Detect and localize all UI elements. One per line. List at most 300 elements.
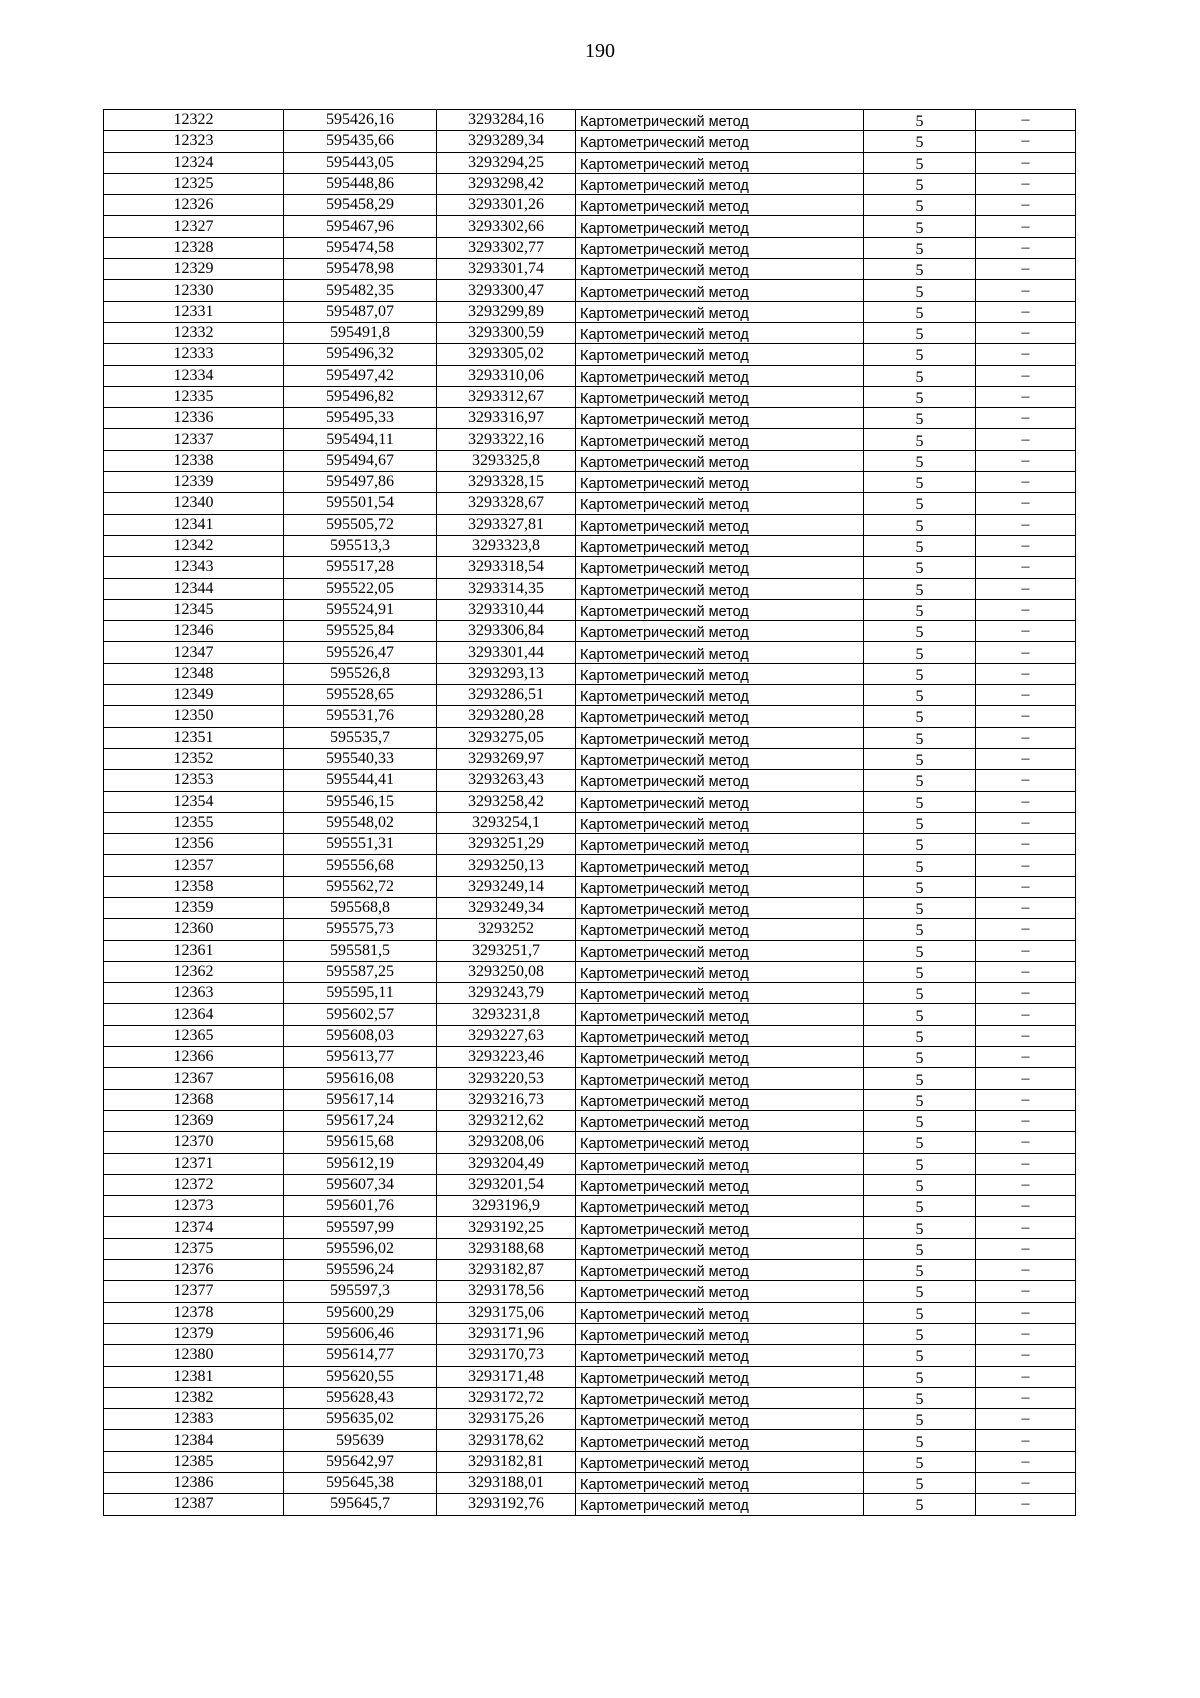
accuracy-text: 5 [915,262,924,280]
x-coordinate-text: 595443,05 [326,153,394,171]
method-text: Картометрический метод [580,1115,749,1132]
y-coordinate-text: 3293269,97 [468,750,544,768]
x-coordinate-cell [284,578,437,599]
method-text: Картометрический метод [580,1136,749,1153]
x-coordinate-text: 595528,65 [326,686,394,704]
accuracy-cell [864,514,976,535]
accuracy-text: 5 [915,1369,924,1387]
y-coordinate-cell [437,1451,576,1472]
method-cell [576,599,864,620]
accuracy-text: 5 [915,965,924,983]
point-number-cell [104,748,284,769]
x-coordinate-text: 595562,72 [326,877,394,895]
x-coordinate-cell [284,472,437,493]
x-coordinate-text: 595544,41 [326,771,394,789]
x-coordinate-cell [284,1196,437,1217]
method-cell [576,429,864,450]
method-cell [576,983,864,1004]
y-coordinate-cell [437,961,576,982]
note-cell [976,1387,1076,1408]
point-number-cell [104,429,284,450]
point-number-cell [104,1430,284,1451]
y-coordinate-cell [437,365,576,386]
method-text: Картометрический метод [580,710,749,727]
y-coordinate-cell [437,1025,576,1046]
method-cell [576,876,864,897]
table-row [104,408,1076,429]
method-text: Картометрический метод [580,731,749,748]
accuracy-cell [864,791,976,812]
accuracy-cell [864,1260,976,1281]
x-coordinate-text: 595607,34 [326,1175,394,1193]
accuracy-text: 5 [915,240,924,258]
y-coordinate-cell [437,748,576,769]
method-text: Картометрический метод [580,880,749,897]
method-cell [576,237,864,258]
x-coordinate-text: 595617,14 [326,1090,394,1108]
accuracy-cell [864,663,976,684]
point-number-text: 12386 [173,1474,214,1492]
note-cell [976,1238,1076,1259]
method-cell [576,493,864,514]
method-cell [576,1174,864,1195]
x-coordinate-cell [284,535,437,556]
point-number-cell [104,940,284,961]
page-number: 190 [585,40,615,62]
note-cell [976,1409,1076,1430]
note-text: – [1021,792,1030,810]
point-number-text: 12352 [173,750,214,768]
point-number-text: 12344 [173,579,214,597]
table-row [104,748,1076,769]
y-coordinate-cell [437,1238,576,1259]
accuracy-text: 5 [915,879,924,897]
point-number-cell [104,1068,284,1089]
point-number-cell [104,514,284,535]
x-coordinate-cell [284,450,437,471]
note-text: – [1021,1388,1030,1406]
table-row [104,940,1076,961]
method-cell [576,1409,864,1430]
y-coordinate-text: 3293254,1 [472,813,540,831]
method-cell [576,1153,864,1174]
note-text: – [1021,153,1030,171]
method-text: Картометрический метод [580,1264,749,1281]
point-number-cell [104,1174,284,1195]
point-number-text: 12376 [173,1261,214,1279]
table-row [104,301,1076,322]
method-text: Картометрический метод [580,795,749,812]
note-cell [976,1132,1076,1153]
y-coordinate-text: 3293212,62 [468,1112,544,1130]
accuracy-cell [864,1366,976,1387]
method-text: Картометрический метод [580,135,749,152]
x-coordinate-cell [284,301,437,322]
table-row [104,834,1076,855]
point-number-text: 12343 [173,558,214,576]
note-cell [976,834,1076,855]
accuracy-cell [864,1004,976,1025]
accuracy-cell [864,1473,976,1494]
note-text: – [1021,1069,1030,1087]
x-coordinate-cell [284,855,437,876]
point-number-cell [104,1110,284,1131]
table-row [104,1110,1076,1131]
note-cell [976,791,1076,812]
method-cell [576,1110,864,1131]
y-coordinate-text: 3293223,46 [468,1048,544,1066]
y-coordinate-cell [437,983,576,1004]
accuracy-text: 5 [915,581,924,599]
x-coordinate-cell [284,940,437,961]
method-text: Картометрический метод [580,838,749,855]
accuracy-text: 5 [915,368,924,386]
note-text: – [1021,388,1030,405]
note-cell [976,1153,1076,1174]
accuracy-cell [864,1430,976,1451]
method-cell [576,514,864,535]
method-text: Картометрический метод [580,348,749,365]
y-coordinate-cell [437,685,576,706]
note-text: – [1021,451,1030,469]
accuracy-text: 5 [915,1327,924,1345]
y-coordinate-cell [437,535,576,556]
accuracy-cell [864,535,976,556]
method-cell [576,727,864,748]
x-coordinate-cell [284,1068,437,1089]
x-coordinate-cell [284,983,437,1004]
point-number-cell [104,578,284,599]
method-text: Картометрический метод [580,1051,749,1068]
method-text: Картометрический метод [580,1029,749,1046]
method-text: Картометрический метод [580,753,749,770]
accuracy-text: 5 [915,1412,924,1430]
point-number-text: 12365 [173,1026,214,1044]
accuracy-cell [864,1217,976,1238]
method-cell [576,1089,864,1110]
x-coordinate-cell [284,365,437,386]
note-cell [976,1323,1076,1344]
y-coordinate-cell [437,1153,576,1174]
note-text: – [1021,1154,1030,1172]
method-cell [576,940,864,961]
note-cell [976,727,1076,748]
x-coordinate-cell [284,1047,437,1068]
accuracy-cell [864,195,976,216]
method-cell [576,770,864,791]
method-text: Картометрический метод [580,1391,749,1408]
note-text: – [1021,1048,1030,1066]
point-number-cell [104,855,284,876]
y-coordinate-cell [437,1494,576,1515]
accuracy-cell [864,493,976,514]
accuracy-text: 5 [915,198,924,216]
y-coordinate-text: 3293316,97 [468,409,544,427]
note-text: – [1021,537,1030,555]
y-coordinate-cell [437,1089,576,1110]
x-coordinate-cell [284,1345,437,1366]
accuracy-text: 5 [915,773,924,791]
method-cell [576,450,864,471]
accuracy-text: 5 [915,1092,924,1110]
accuracy-cell [864,1302,976,1323]
accuracy-cell [864,919,976,940]
method-cell [576,280,864,301]
accuracy-text: 5 [915,1028,924,1046]
y-coordinate-text: 3293251,29 [468,835,544,853]
x-coordinate-text: 595600,29 [326,1303,394,1321]
y-coordinate-cell [437,642,576,663]
point-number-text: 12350 [173,707,214,725]
note-cell [976,1302,1076,1323]
note-cell [976,961,1076,982]
x-coordinate-cell [284,1260,437,1281]
point-number-text: 12363 [173,984,214,1002]
table-row [104,1047,1076,1068]
note-cell [976,259,1076,280]
method-text: Картометрический метод [580,327,749,344]
note-cell [976,1260,1076,1281]
point-number-text: 12341 [173,515,214,533]
x-coordinate-text: 595505,72 [326,515,394,533]
accuracy-text: 5 [915,709,924,727]
x-coordinate-cell [284,642,437,663]
x-coordinate-cell [284,1174,437,1195]
y-coordinate-text: 3293249,14 [468,877,544,895]
table-row [104,557,1076,578]
point-number-cell [104,472,284,493]
accuracy-text: 5 [915,1177,924,1195]
x-coordinate-cell [284,514,437,535]
coordinates-table [103,109,1076,1516]
point-number-cell [104,1132,284,1153]
table-row [104,514,1076,535]
y-coordinate-cell [437,1302,576,1323]
y-coordinate-text: 3293182,87 [468,1261,544,1279]
y-coordinate-cell [437,557,576,578]
x-coordinate-text: 595517,28 [326,558,394,576]
x-coordinate-cell [284,259,437,280]
accuracy-cell [864,1132,976,1153]
x-coordinate-text: 595568,8 [330,899,390,917]
accuracy-text: 5 [915,666,924,684]
note-cell [976,344,1076,365]
accuracy-cell [864,386,976,407]
x-coordinate-text: 595639 [336,1431,384,1449]
table-row [104,1302,1076,1323]
method-text: Картометрический метод [580,1157,749,1174]
method-cell [576,195,864,216]
y-coordinate-cell [437,1132,576,1153]
point-number-cell [104,493,284,514]
note-text: – [1021,1026,1030,1044]
y-coordinate-cell [437,1366,576,1387]
table-row [104,1409,1076,1430]
x-coordinate-cell [284,110,437,131]
note-text: – [1021,1325,1030,1343]
note-cell [976,1281,1076,1302]
point-number-text: 12339 [173,473,214,491]
point-number-cell [104,621,284,642]
note-text: – [1021,1431,1030,1449]
note-cell [976,450,1076,471]
table-row [104,1217,1076,1238]
note-cell [976,386,1076,407]
y-coordinate-cell [437,1004,576,1025]
table-row [104,173,1076,194]
method-text: Картометрический метод [580,1370,749,1387]
x-coordinate-cell [284,770,437,791]
note-text: – [1021,728,1030,746]
method-cell [576,1025,864,1046]
note-cell [976,706,1076,727]
accuracy-cell [864,450,976,471]
y-coordinate-text: 3293250,13 [468,856,544,874]
x-coordinate-cell [284,557,437,578]
point-number-text: 12359 [173,899,214,917]
y-coordinate-text: 3293299,89 [468,302,544,320]
note-text: – [1021,132,1030,150]
point-number-text: 12336 [173,409,214,427]
x-coordinate-cell [284,1217,437,1238]
point-number-text: 12369 [173,1112,214,1130]
table-row [104,152,1076,173]
method-text: Картометрический метод [580,156,749,173]
note-text: – [1021,1474,1030,1492]
table-row [104,1366,1076,1387]
table-row [104,472,1076,493]
accuracy-cell [864,1174,976,1195]
method-cell [576,1430,864,1451]
y-coordinate-text: 3293196,9 [472,1197,540,1215]
x-coordinate-text: 595501,54 [326,494,394,512]
point-number-text: 12370 [173,1133,214,1151]
method-text: Картометрический метод [580,1200,749,1217]
note-cell [976,1430,1076,1451]
y-coordinate-cell [437,791,576,812]
note-cell [976,1366,1076,1387]
x-coordinate-cell [284,1110,437,1131]
table-row [104,1004,1076,1025]
y-coordinate-text: 3293263,43 [468,771,544,789]
method-text: Картометрический метод [580,391,749,407]
y-coordinate-text: 3293306,84 [468,622,544,640]
y-coordinate-text: 3293201,54 [468,1175,544,1193]
accuracy-cell [864,770,976,791]
method-text: Картометрический метод [580,412,749,429]
point-number-text: 12362 [173,963,214,981]
note-text: – [1021,899,1030,917]
y-coordinate-cell [437,663,576,684]
method-text: Картометрический метод [580,1093,749,1110]
point-number-cell [104,450,284,471]
accuracy-text: 5 [915,1454,924,1472]
note-text: – [1021,1090,1030,1108]
accuracy-cell [864,557,976,578]
method-text: Картометрический метод [580,816,749,833]
x-coordinate-text: 595524,91 [326,600,394,618]
table-row [104,1473,1076,1494]
x-coordinate-cell [284,834,437,855]
table-row [104,344,1076,365]
point-number-cell [104,897,284,918]
note-text: – [1021,1005,1030,1023]
method-text: Картометрический метод [580,1455,749,1472]
note-text: – [1021,1261,1030,1279]
point-number-text: 12383 [173,1410,214,1428]
accuracy-text: 5 [915,113,924,131]
note-text: – [1021,664,1030,682]
method-text: Картометрический метод [580,902,749,919]
x-coordinate-cell [284,812,437,833]
method-cell [576,855,864,876]
method-text: Картометрический метод [580,284,749,301]
x-coordinate-cell [284,685,437,706]
note-cell [976,940,1076,961]
point-number-text: 12366 [173,1048,214,1066]
note-text: – [1021,515,1030,533]
method-cell [576,1217,864,1238]
method-text: Картометрический метод [580,178,749,195]
accuracy-cell [864,173,976,194]
note-cell [976,1068,1076,1089]
note-cell [976,855,1076,876]
y-coordinate-text: 3293328,67 [468,494,544,512]
y-coordinate-text: 3293252 [478,920,534,938]
accuracy-text: 5 [915,1305,924,1323]
x-coordinate-cell [284,706,437,727]
note-text: – [1021,771,1030,789]
accuracy-text: 5 [915,1476,924,1494]
point-number-text: 12378 [173,1303,214,1321]
table-row [104,812,1076,833]
x-coordinate-cell [284,1494,437,1515]
note-cell [976,578,1076,599]
note-text: – [1021,217,1030,235]
accuracy-cell [864,1238,976,1259]
table-row [104,855,1076,876]
note-text: – [1021,1495,1030,1513]
note-cell [976,408,1076,429]
y-coordinate-cell [437,280,576,301]
y-coordinate-cell [437,493,576,514]
method-cell [576,1196,864,1217]
y-coordinate-cell [437,110,576,131]
note-cell [976,1089,1076,1110]
note-text: – [1021,1133,1030,1151]
accuracy-cell [864,152,976,173]
accuracy-text: 5 [915,1135,924,1153]
x-coordinate-text: 595478,98 [326,260,394,278]
note-cell [976,1110,1076,1131]
accuracy-text: 5 [915,730,924,748]
y-coordinate-text: 3293300,59 [468,324,544,342]
y-coordinate-text: 3293275,05 [468,728,544,746]
table-row [104,685,1076,706]
point-number-cell [104,110,284,131]
point-number-cell [104,386,284,407]
x-coordinate-cell [284,429,437,450]
y-coordinate-cell [437,1110,576,1131]
y-coordinate-text: 3293298,42 [468,175,544,193]
note-text: – [1021,941,1030,959]
method-text: Картометрический метод [580,1008,749,1025]
method-cell [576,1494,864,1515]
y-coordinate-cell [437,621,576,642]
x-coordinate-text: 595491,8 [330,324,390,342]
point-number-cell [104,812,284,833]
point-number-cell [104,599,284,620]
